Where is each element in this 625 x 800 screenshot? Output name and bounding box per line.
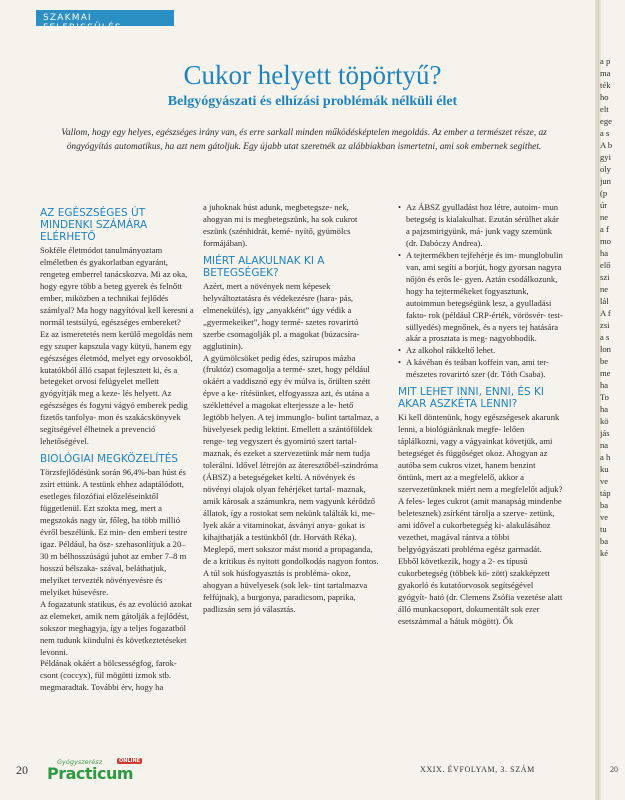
list-item: • A kávéban és teában koffein van, ami ter- mészetes rovarirtó szer (dr. Tóth Csaba). <box>398 357 563 381</box>
facing-page-line: ne <box>600 284 609 294</box>
heading-biological-approach: BIOLÓGIAI MEGKÖZELÍTÉS <box>40 453 179 466</box>
paragraph: Sokféle életmódot tanulmányoztam elméletben és gyakorlatban egyaránt, rengeteg emberrel tanácskozva. Mi az oka, hogy egyre több a beteg gyerek és felnőtt ember, miközben a technikai fejlődés számlyal? Ma hogy nagyítóval kell keresni a normál testsúlyú, egészséges embereket? <box>40 245 194 327</box>
facing-page-line: jás <box>600 428 610 438</box>
facing-page-line: lál <box>600 296 609 306</box>
facing-page-line: zsi <box>600 320 610 330</box>
list-item: • Az alkohol rákkeltő lehet. <box>398 345 563 357</box>
column-1 <box>40 202 194 694</box>
facing-page-line: ho <box>600 92 609 102</box>
facing-page-line: a f <box>600 224 609 234</box>
facing-page-line: kö <box>600 416 609 426</box>
article-lead: Vallom, hogy egy helyes, egészséges irány van, és erre sarkall minden működésképtelen megoldás. Az ember a természet része, az öngyógyítás automatikus, ha azt nem gátoljuk. Egy újabb utat szeretnék az alábbiakban ismertetni, ami sok embernek segíthet. <box>61 128 547 152</box>
paragraph: A gyümölcsöket pedig édes, szirupos mázba (fruktóz) csomagolja a termé- szet, hogy például okáért a vaddisznó egy év múlva is, őrülten szétt épve a ke- rítésünket, elfogyassza azt, és utána a széklettével a magokat elterjessze a le- hető legtöbb helyen. A tej immunglo- bulint tartalmaz, a hüvelyesek pedig lektint. Emellett a szántóföldek renge- teg vegyszert és gyomirtó szert tartal- maznak, és ezeket a szervezetünk már nem tudja tolerálni. Idővel létrejön az áteresztőbél-szindróma (ÁBSZ) a betegségeket kelti. A növények és növényi olajok olyan fehérjéket tartal- maznak, amik károsak a számunkra, nem vagyunk kérődző állatok, így a rostokat sem nekünk találták ki, me- lyek akár a vitaminokat, ásványi anya- gokat is kihajthatják a testünkből (dr. Horváth Réka). Meglepő, mert sokszor mást mond a propaganda, de a kritikus és nyitott gondolkodás nagyon fontos. <box>203 352 379 566</box>
facing-page-fragment <box>600 55 625 755</box>
facing-page-line: ha <box>600 248 609 258</box>
facing-page-line: ba <box>600 500 609 510</box>
heading-healthy-path: AZ EGÉSZSÉGES ÚT MINDENKI SZÁMÁRA ELÉRHETŐ <box>40 207 148 243</box>
facing-page-line: To <box>600 392 609 402</box>
list-item: • Az ÁBSZ gyulladást hoz létre, autoim- mun betegség is kialakulhat. Ezután sérülhet akár a pajzsmirigyünk, má- junk vagy szemünk (dr. Dabóczy Andrea). <box>398 202 563 250</box>
section-label: SZAKMAI FELFRISSÜLÉS <box>36 10 174 26</box>
facing-page-line: a h <box>600 452 611 462</box>
article-title: Cukor helyett töpörtyű? <box>183 60 442 90</box>
paragraph: Példának okáért a bölcsességfog, farok- csont (coccyx), fül mögötti izmok stb. megmaradtak. További érv, hogy ha <box>40 658 177 693</box>
facing-page-line: ma <box>600 68 611 78</box>
bullet-list <box>398 202 563 381</box>
logo-tagline: Gyógyszerész <box>57 758 103 766</box>
issue-info: XXIX. ÉVFOLYAM, 3. SZÁM <box>420 765 535 774</box>
paragraph: Törzsfejlődésünk során 96,4%-ban húst és zsírt ettünk. A testünk ehhez adaptálódott, esetleges filozófiai előzeléseinktől függetlenül. Ezt szokta meg, mert a megszokás nagy úr, főleg, ha több millió évről beszélünk. Ez min- den emberi testre igaz. Például, ha ösz- szehasonlítjuk a 20–30 m bélhosszúságú juhot az ember 7–8 m hosszú bélszaka- szával, beláthatjuk, melyiket tervezték növényevésre és melyiket húsevésre. <box>40 467 188 597</box>
facing-page-line: na <box>600 440 609 450</box>
logo-badge: ONLINE <box>119 758 141 764</box>
paragraph: Ki kell döntenünk, hogy egészségesek akarunk lenni, a biológiánknak megfe- lelően táplálkozni, vagy a vágyainkat követjük, ami betegséget és függőséget okoz. Ahogyan az autóba sem cukros vizet, hanem benzint öntünk, mert az a megfelelő, akkor a szervezetünknek miért nem a megfelelőt adjuk? A feles- leges cukrot (amit manapság mindenbe beletesznek) zsírként tárolja a szerve- zetünk, ami idővel a cukorbetegség ki- alakulásához vezethet, magával rántva a többi belgyógyászati probléma egész garmadát. Ebből következik, hogy a 2- es típusú cukorbetegség (többek kö- zött) szakképzett gyakorló és kutatóorvosok segítségével gyógyít- ható (dr. Clemens Zsófia vezetése alatt álló munkacsoport, dokumentált sok ezer esetszámmal a hátuk mögött). Ők <box>398 412 563 626</box>
facing-page-line: ték <box>600 80 611 90</box>
heading-why-diseases: MIÉRT ALAKULNAK KI A BETEGSÉGEK? <box>203 254 325 279</box>
page-number: 20 <box>16 763 28 777</box>
facing-page-line: A f <box>600 308 611 318</box>
facing-page-line: (p <box>600 188 608 198</box>
facing-page-line: ké <box>600 548 609 558</box>
logo-wordmark: Practicum <box>47 764 134 783</box>
facing-page-line: mo <box>600 236 611 246</box>
heading-what-to-eat: MIT LEHET INNI, ENNI, ÉS KI AKAR ASZKÉTA LENNI? <box>398 386 544 411</box>
paragraph: Ez az ismeretetés nem kerülő megoldás nem egy szuper kapszula vagy kütyü, hanem egy egészséges életmód, melyet egy orvosokból, kutatókból álló csapat fejlesztett ki, és a betegeket orvosi felügyelet mellett gyógyítják meg a keze- lés helyett. Az egészséges és fogyni vágyó emberek pedig fizetős tanfolya- mon és szakácskönyvek segítségével élhetnek a prevenció lehetőségével. <box>40 328 193 447</box>
facing-page-line: jun <box>600 176 611 186</box>
paragraph: a juhoknak húst adunk, megbetegsze- nek, ahogyan mi is megbetegszünk, ha sok cukrot eszünk (szénhidrát, kemé- nyítő, gyümölcs formájában). <box>203 202 358 248</box>
facing-page-line: lon <box>600 344 611 354</box>
facing-page-line: ha <box>600 380 609 390</box>
facing-page-line: úr <box>600 200 608 210</box>
facing-page-number: 20 <box>610 765 618 774</box>
facing-page-line: szi <box>600 272 610 282</box>
column-3 <box>398 202 563 627</box>
facing-page-line: ne <box>600 212 609 222</box>
article-subtitle: Belgyógyászati és elhízási problémák nélküli élet <box>167 94 458 109</box>
facing-page-line: elő <box>600 260 611 270</box>
facing-page-line: ku <box>600 464 609 474</box>
facing-page-line: gyi <box>600 152 611 162</box>
facing-page-line: ha <box>600 404 609 414</box>
facing-page-line: oly <box>600 164 611 174</box>
facing-page-line: tu <box>600 524 607 534</box>
facing-page-line: a s <box>600 332 610 342</box>
facing-page-line: ege <box>600 116 612 126</box>
paragraph: A fogazatunk statikus, és az evolúció azokat az elemeket, amik nem gátolják a fejlődést, sokszor meghagyja, így a teljes fogazatból nem tudunk kiindulni és következtetéseket levonni. <box>40 598 193 657</box>
facing-page-line: elt <box>600 104 609 114</box>
facing-page-line: táp <box>600 488 611 498</box>
facing-page-line: ve <box>600 512 609 522</box>
facing-page-line: ve <box>600 476 609 486</box>
facing-page-line: A b <box>600 140 613 150</box>
facing-page-line: a p <box>600 56 611 66</box>
facing-page-line: a s <box>600 128 610 138</box>
paragraph: Azért, mert a növények nem képesek helyváltoztatásra és védekezésre (hara- pás, elmenekülés), így „anyakként” úgy védik a „gyermekeiket”, hogy termé- szetes rovarirtó szerbe csomagolják pl. a magokat (búzacsíra-agglutinin). <box>203 280 360 351</box>
facing-page-line: be <box>600 356 609 366</box>
facing-page-line: ba <box>600 536 609 546</box>
list-item: • A tejtermékben tejfehérje és im- munglobulin van, ami segíti a borjút, hogy gyorsan nagyra nőjön és erős le- gyen. Aztán csodálkozunk, hogy ha tejtermékeket fogyasztunk, autoimmun betegségünk lesz, a gyulladási fakto- rok (például CRP-érték, vörösvér- test-süllyedés) megnőnek, és a nyers tej hatására akár a prosztata is meg- nagyobbodik. <box>398 250 563 346</box>
facing-page-line: me <box>600 368 611 378</box>
paragraph: A túl sok húsfogyasztás is probléma- okoz, ahogyan a hüvelyesek (sok lek- tint tartalmazva felfújnak), a burgonya, paradicsom, paprika, padlizsán sem jó választás. <box>203 567 368 614</box>
column-2 <box>203 202 380 616</box>
publication-logo <box>47 758 141 783</box>
